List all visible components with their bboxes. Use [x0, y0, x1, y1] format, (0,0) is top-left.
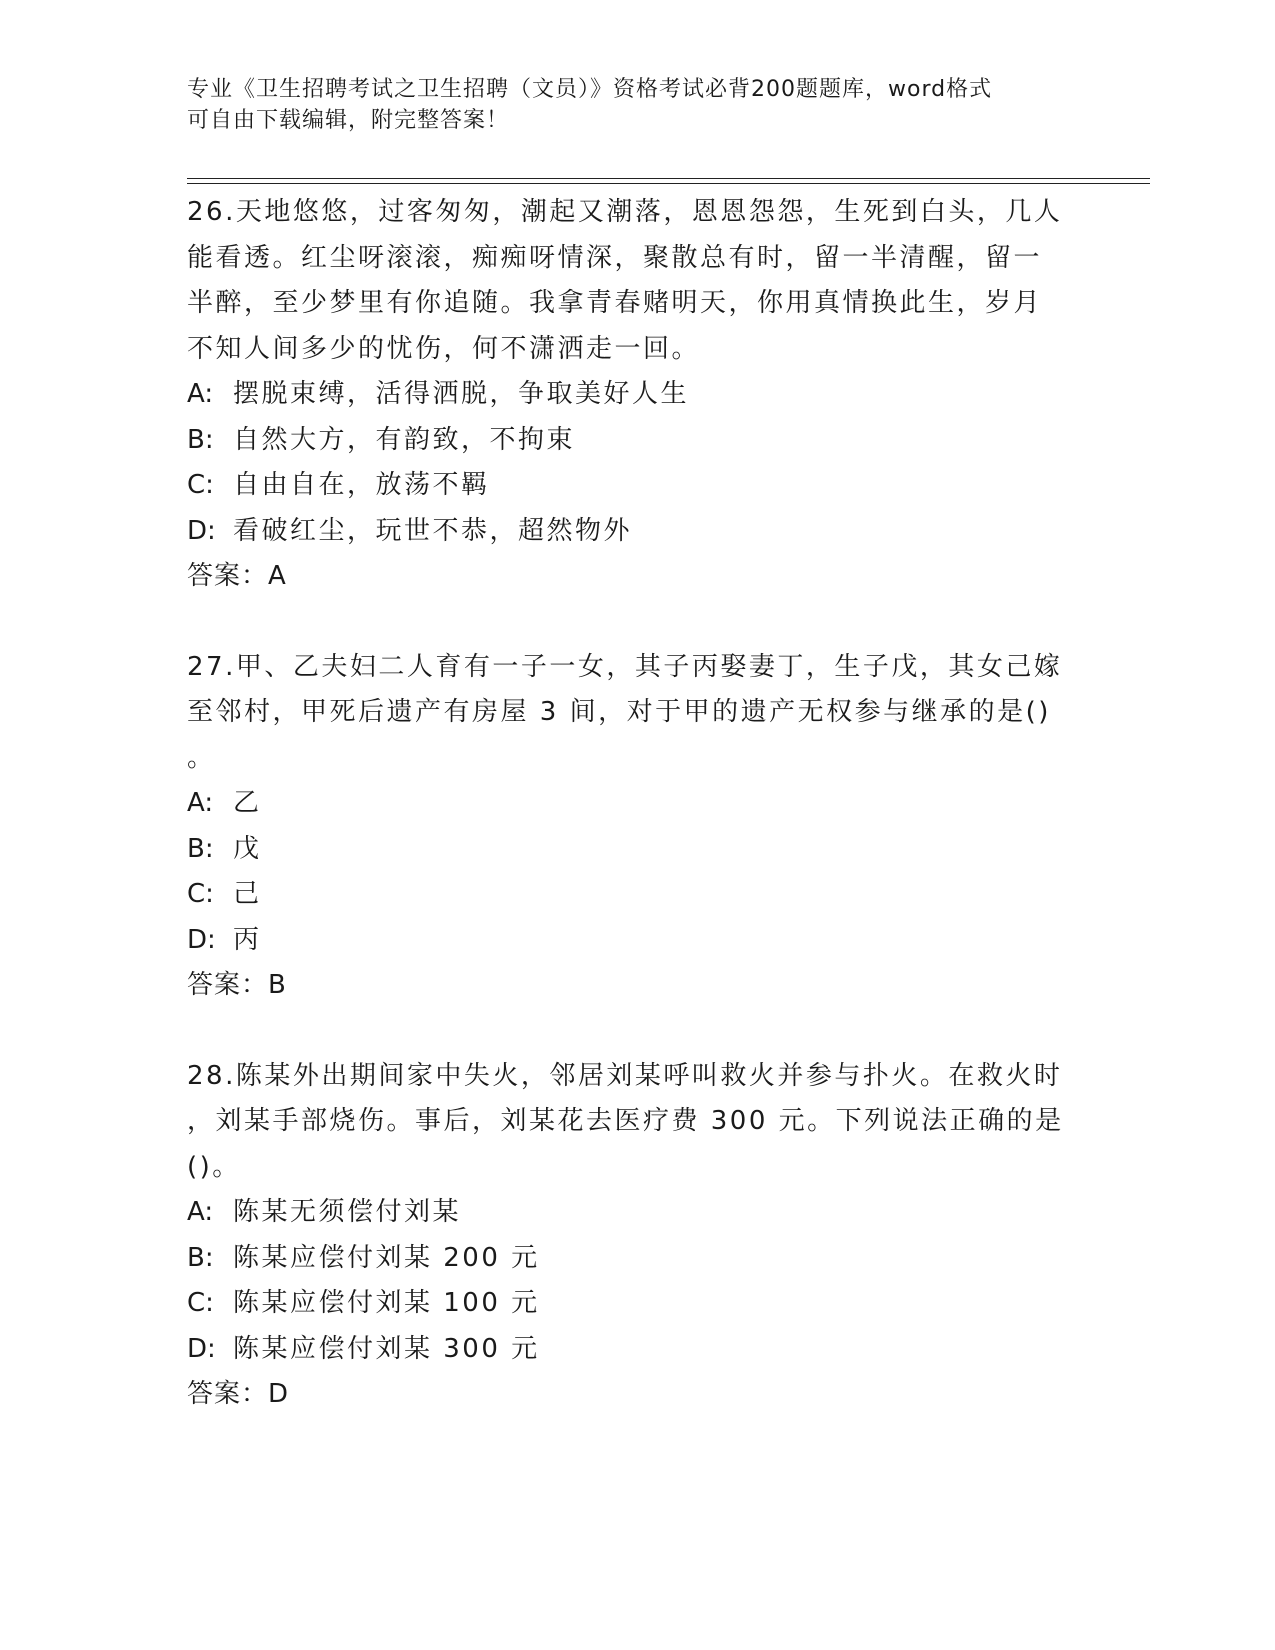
option-b [187, 1236, 1087, 1282]
option-letter: D: [187, 924, 216, 955]
header-divider-top [187, 178, 1150, 179]
option-text: 陈某应偿付刘某 200 元 [233, 1242, 540, 1273]
option-text: 自由自在，放荡不羁 [233, 470, 490, 500]
option-letter: D: [187, 515, 216, 546]
option-text: 陈某应偿付刘某 300 元 [233, 1333, 540, 1364]
option-text: 自然大方，有韵致，不拘束 [233, 424, 576, 455]
question-stem-line: 26.天地悠悠，过客匆匆，潮起又潮落，恩恩怨怨，生死到白头，几人 [187, 197, 1063, 227]
option-letter: A: [187, 379, 214, 409]
option-letter: B: [187, 424, 214, 455]
question-28 [187, 1054, 1087, 1418]
question-stem-line: 27.甲、乙夫妇二人育有一子一女，其子丙娶妻丁，生子戊，其女己嫁 [187, 651, 1063, 682]
question-stem-line: ，刘某手部烧伤。事后，刘某花去医疗费 300 元。下列说法正确的是 [187, 1106, 1064, 1136]
option-letter: C: [187, 470, 214, 500]
question-stem-line: 半醉，至少梦里有你追随。我拿青春赌明天，你用真情换此生，岁月 [187, 288, 1043, 318]
option-d [187, 918, 1087, 964]
option-letter: D: [187, 1333, 216, 1364]
option-text: 摆脱束缚，活得洒脱，争取美好人生 [233, 379, 690, 409]
option-text: 看破红尘，玩世不恭，超然物外 [233, 515, 633, 546]
option-letter: C: [187, 879, 214, 909]
answer-label: 答案：A [187, 561, 287, 591]
option-c [187, 463, 1087, 509]
question-27 [187, 645, 1087, 1009]
question-list [187, 190, 1087, 1418]
answer-label: 答案：D [187, 1379, 290, 1409]
header-line-1: 专业《卫生招聘考试之卫生招聘（文员）》资格考试必背200题题库，word格式 [187, 77, 993, 102]
option-letter: B: [187, 1242, 214, 1273]
option-text: 丙 [233, 924, 262, 955]
option-text: 己 [233, 879, 262, 909]
question-stem-line: 不知人间多少的忧伤，何不潇洒走一回。 [187, 333, 701, 364]
question-stem-line: ()。 [187, 1151, 241, 1182]
option-letter: A: [187, 788, 214, 818]
option-c [187, 872, 1087, 918]
option-text: 乙 [233, 788, 262, 818]
question-stem-line: 。 [187, 742, 216, 773]
option-d [187, 509, 1087, 555]
document-header [187, 74, 1067, 136]
option-text: 戊 [233, 833, 262, 864]
question-stem-line: 至邻村，甲死后遗产有房屋 3 间，对于甲的遗产无权参与继承的是() [187, 697, 1051, 727]
option-letter: C: [187, 1288, 214, 1318]
question-26 [187, 190, 1087, 600]
option-a [187, 781, 1087, 827]
option-d [187, 1327, 1087, 1373]
question-stem-line: 28.陈某外出期间家中失火，邻居刘某呼叫救火并参与扑火。在救火时 [187, 1060, 1063, 1091]
option-letter: B: [187, 833, 214, 864]
option-b [187, 418, 1087, 464]
answer-label: 答案：B [187, 970, 287, 1000]
option-letter: A: [187, 1197, 214, 1227]
option-text: 陈某无须偿付刘某 [233, 1197, 462, 1227]
header-divider-bottom [187, 183, 1150, 184]
option-b [187, 827, 1087, 873]
option-text: 陈某应偿付刘某 100 元 [233, 1288, 540, 1318]
option-a [187, 372, 1087, 418]
option-c [187, 1281, 1087, 1327]
header-line-2: 可自由下载编辑，附完整答案！ [187, 108, 510, 133]
question-stem-line: 能看透。红尘呀滚滚，痴痴呀情深，聚散总有时，留一半清醒，留一 [187, 242, 1043, 273]
option-a [187, 1190, 1087, 1236]
